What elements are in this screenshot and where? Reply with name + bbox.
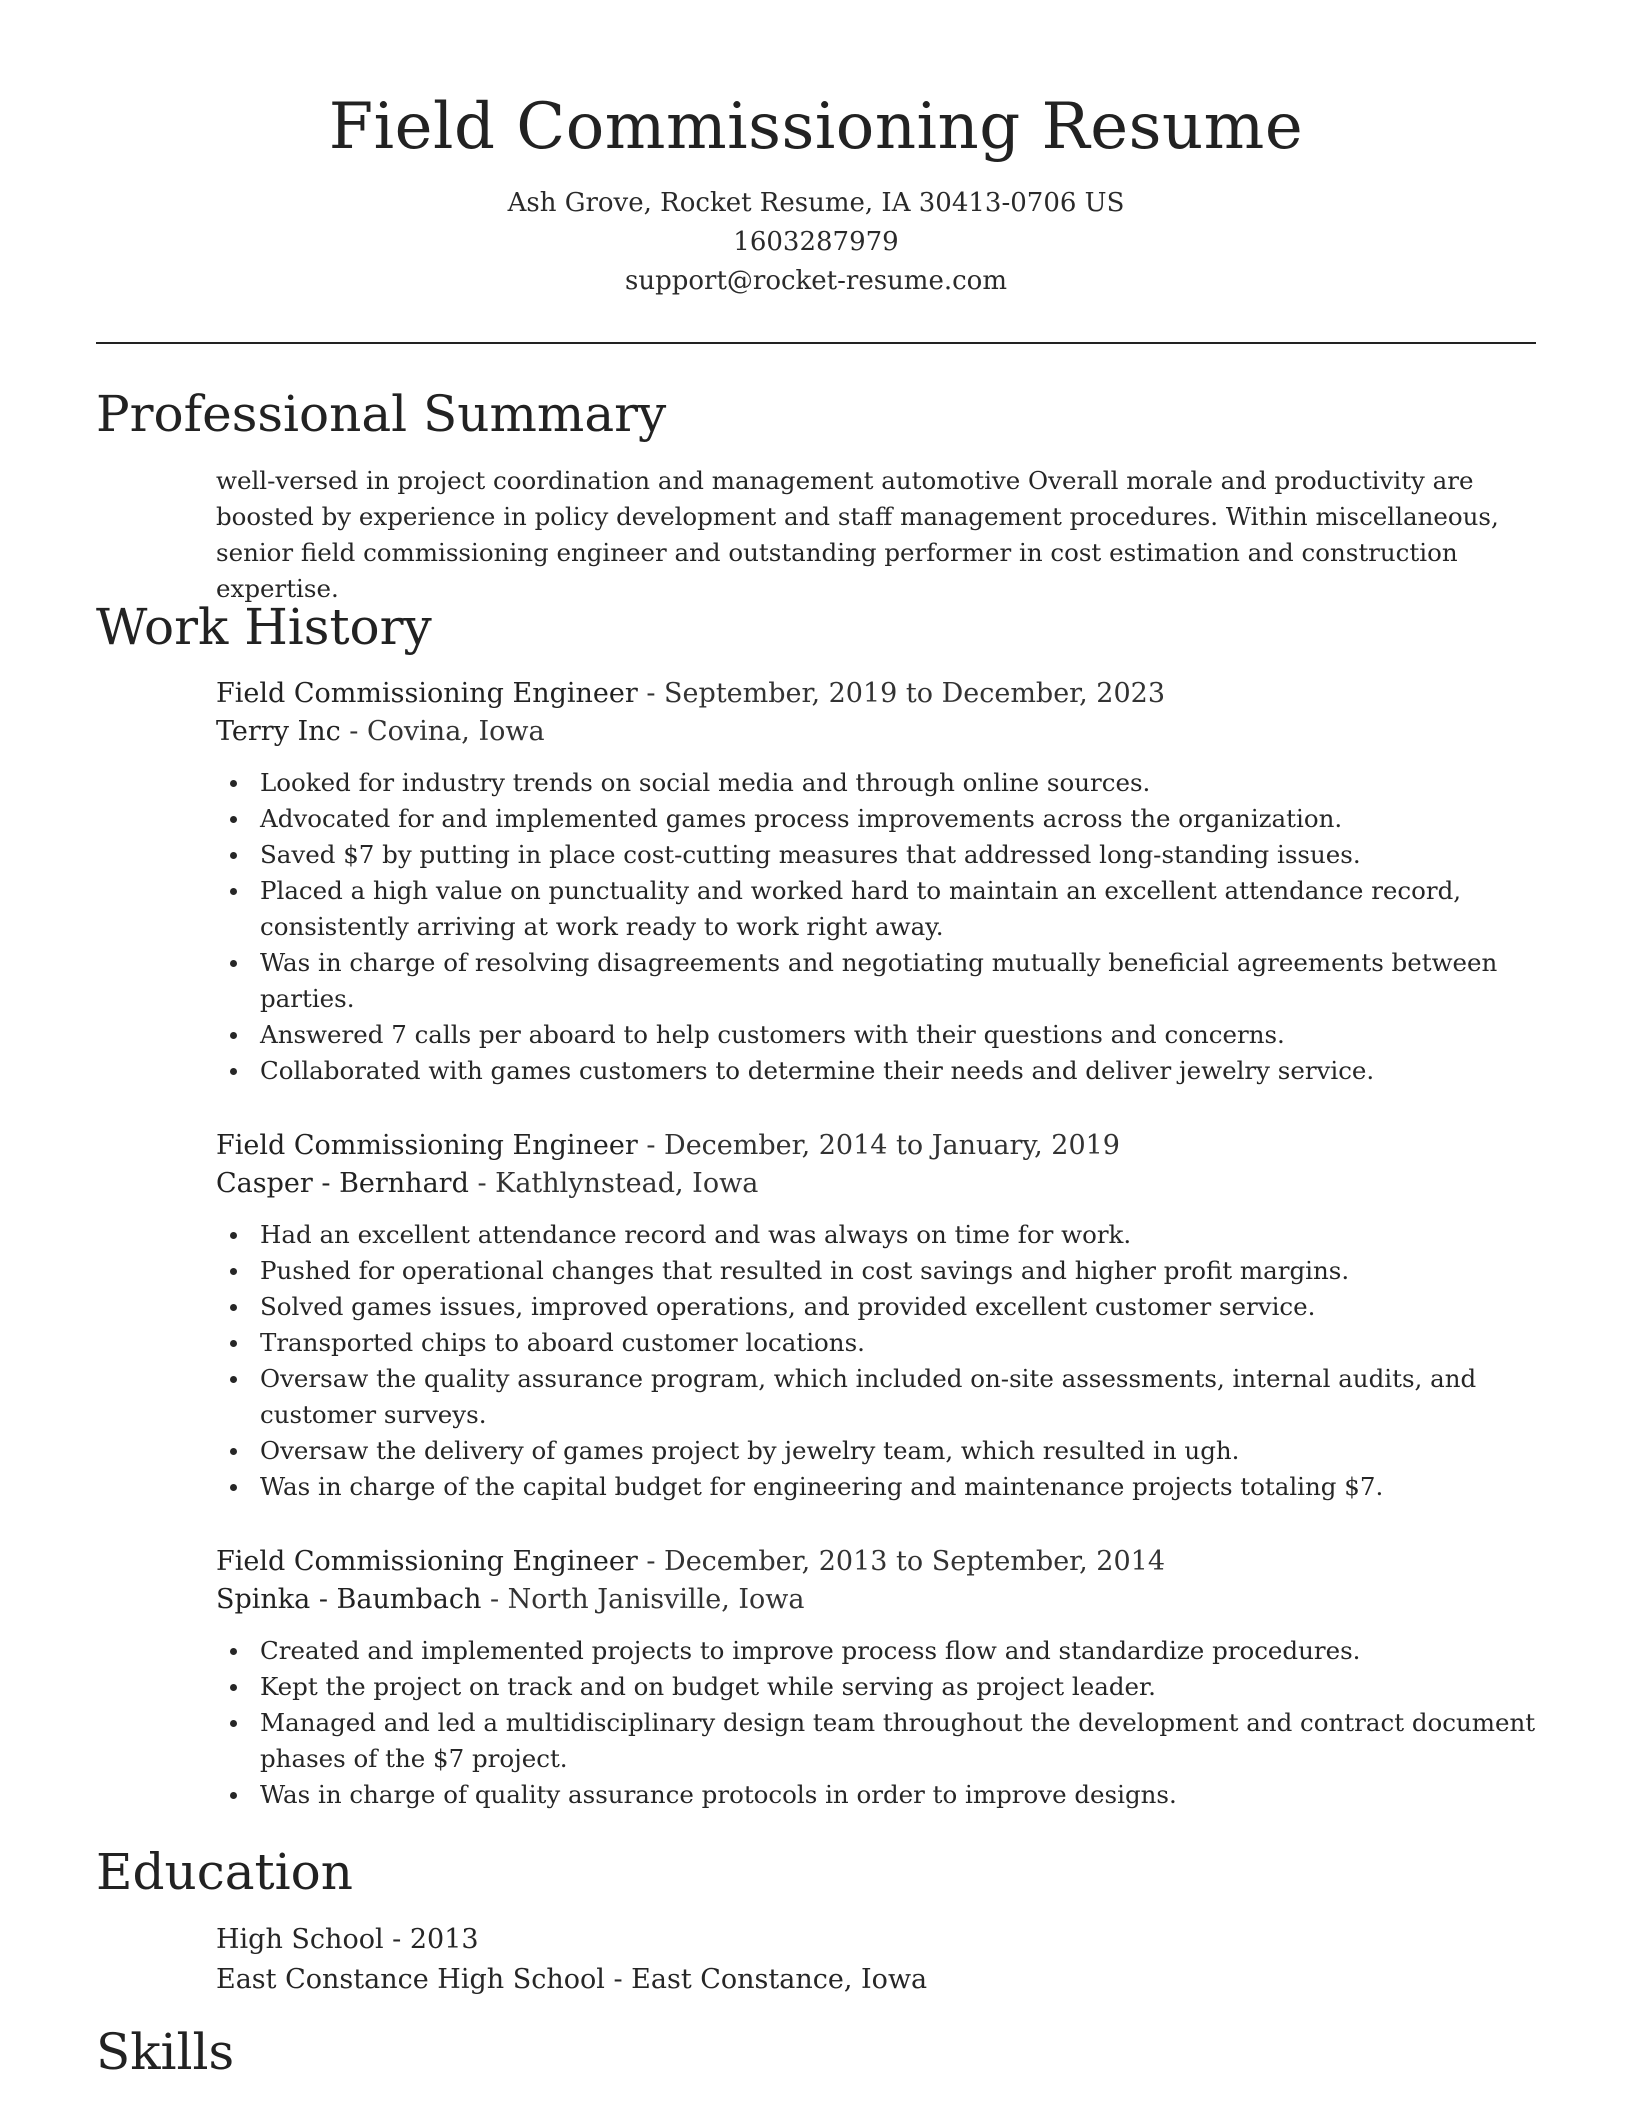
education-location: - East Constance, Iowa: [604, 1964, 928, 1995]
job-bullets: [216, 765, 1536, 1089]
list-item: Looked for industry trends on social media and through online sources.: [260, 765, 1536, 801]
list-item: Kept the project on track and on budget while serving as project leader.: [260, 1669, 1536, 1705]
job-dates: - December, 2013 to September, 2014: [637, 1546, 1166, 1577]
education-school: East Constance High School: [216, 1964, 605, 1995]
job-entry: [216, 675, 1536, 1089]
list-item: Was in charge of resolving disagreements and negotiating mutually beneficial agreements between parties.: [260, 945, 1536, 1017]
list-item: Created and implemented projects to improve process flow and standardize procedures.: [260, 1633, 1536, 1669]
job-title-line: [216, 1127, 1536, 1165]
list-item: Collaborated with games customers to determine their needs and deliver jewelry service.: [260, 1053, 1536, 1089]
job-company: Spinka - Baumbach: [216, 1584, 482, 1615]
summary-text: well-versed in project coordination and management automotive Overall morale and productivity are boosted by experience in policy development and staff management procedures. Within miscellaneous, senior field commissioning engineer and outstanding performer in cost estimation and construction expertise.: [216, 466, 1499, 603]
contact-email: support@rocket-resume.com: [624, 266, 1007, 296]
job-company: Casper - Bernhard: [216, 1168, 469, 1199]
job-dates: - December, 2014 to January, 2019: [637, 1130, 1120, 1161]
job-company-line: [216, 1165, 1536, 1203]
section-heading-skills: Skills: [96, 2023, 235, 2081]
list-item: Saved $7 by putting in place cost-cutting measures that addressed long-standing issues.: [260, 837, 1536, 873]
education-year: - 2013: [383, 1924, 479, 1955]
education-degree: High School: [216, 1924, 384, 1955]
job-company: Terry Inc: [216, 716, 341, 747]
page-title: Field Commissioning Resume: [328, 90, 1304, 164]
section-heading-education: Education: [96, 1843, 353, 1901]
job-entry: [216, 1127, 1536, 1505]
list-item: Oversaw the quality assurance program, which included on-site assessments, internal audits, and customer surveys.: [260, 1361, 1536, 1433]
job-bullets: [216, 1633, 1536, 1813]
resume-header: [0, 0, 1632, 301]
contact-address: Ash Grove, Rocket Resume, IA 30413-0706 US: [507, 188, 1125, 218]
section-heading-summary: Professional Summary: [96, 385, 667, 443]
job-dates: - September, 2019 to December, 2023: [637, 678, 1166, 709]
section-heading-work-history: Work History: [96, 598, 432, 656]
list-item: Was in charge of quality assurance protocols in order to improve designs.: [260, 1777, 1536, 1813]
job-entry: [216, 1543, 1536, 1813]
education-entry: [216, 1920, 1536, 2000]
summary-section: [216, 463, 1536, 607]
job-location: - North Janisville, Iowa: [481, 1584, 805, 1615]
list-item: Was in charge of the capital budget for engineering and maintenance projects totaling $7.: [260, 1469, 1536, 1505]
job-title-line: [216, 675, 1536, 713]
job-bullets: [216, 1217, 1536, 1505]
education-school-line: [216, 1960, 1536, 2000]
list-item: Transported chips to aboard customer locations.: [260, 1325, 1536, 1361]
contact-block: [0, 184, 1632, 301]
job-title-line: [216, 1543, 1536, 1581]
job-location: - Kathlynstead, Iowa: [468, 1168, 759, 1199]
education-degree-line: [216, 1920, 1536, 1960]
job-title: Field Commissioning Engineer: [216, 678, 638, 709]
job-title: Field Commissioning Engineer: [216, 1546, 638, 1577]
list-item: Pushed for operational changes that resulted in cost savings and higher profit margins.: [260, 1253, 1536, 1289]
list-item: Managed and led a multidisciplinary design team throughout the development and contract document phases of the $7 project.: [260, 1705, 1536, 1777]
contact-phone: 1603287979: [733, 227, 899, 257]
list-item: Oversaw the delivery of games project by jewelry team, which resulted in ugh.: [260, 1433, 1536, 1469]
list-item: Placed a high value on punctuality and worked hard to maintain an excellent attendance record, consistently arriving at work ready to work right away.: [260, 873, 1536, 945]
job-company-line: [216, 1581, 1536, 1619]
list-item: Answered 7 calls per aboard to help customers with their questions and concerns.: [260, 1017, 1536, 1053]
job-location: - Covina, Iowa: [340, 716, 545, 747]
list-item: Advocated for and implemented games process improvements across the organization.: [260, 801, 1536, 837]
job-title: Field Commissioning Engineer: [216, 1130, 638, 1161]
job-company-line: [216, 713, 1536, 751]
list-item: Solved games issues, improved operations, and provided excellent customer service.: [260, 1289, 1536, 1325]
list-item: Had an excellent attendance record and was always on time for work.: [260, 1217, 1536, 1253]
header-divider: [96, 342, 1536, 344]
